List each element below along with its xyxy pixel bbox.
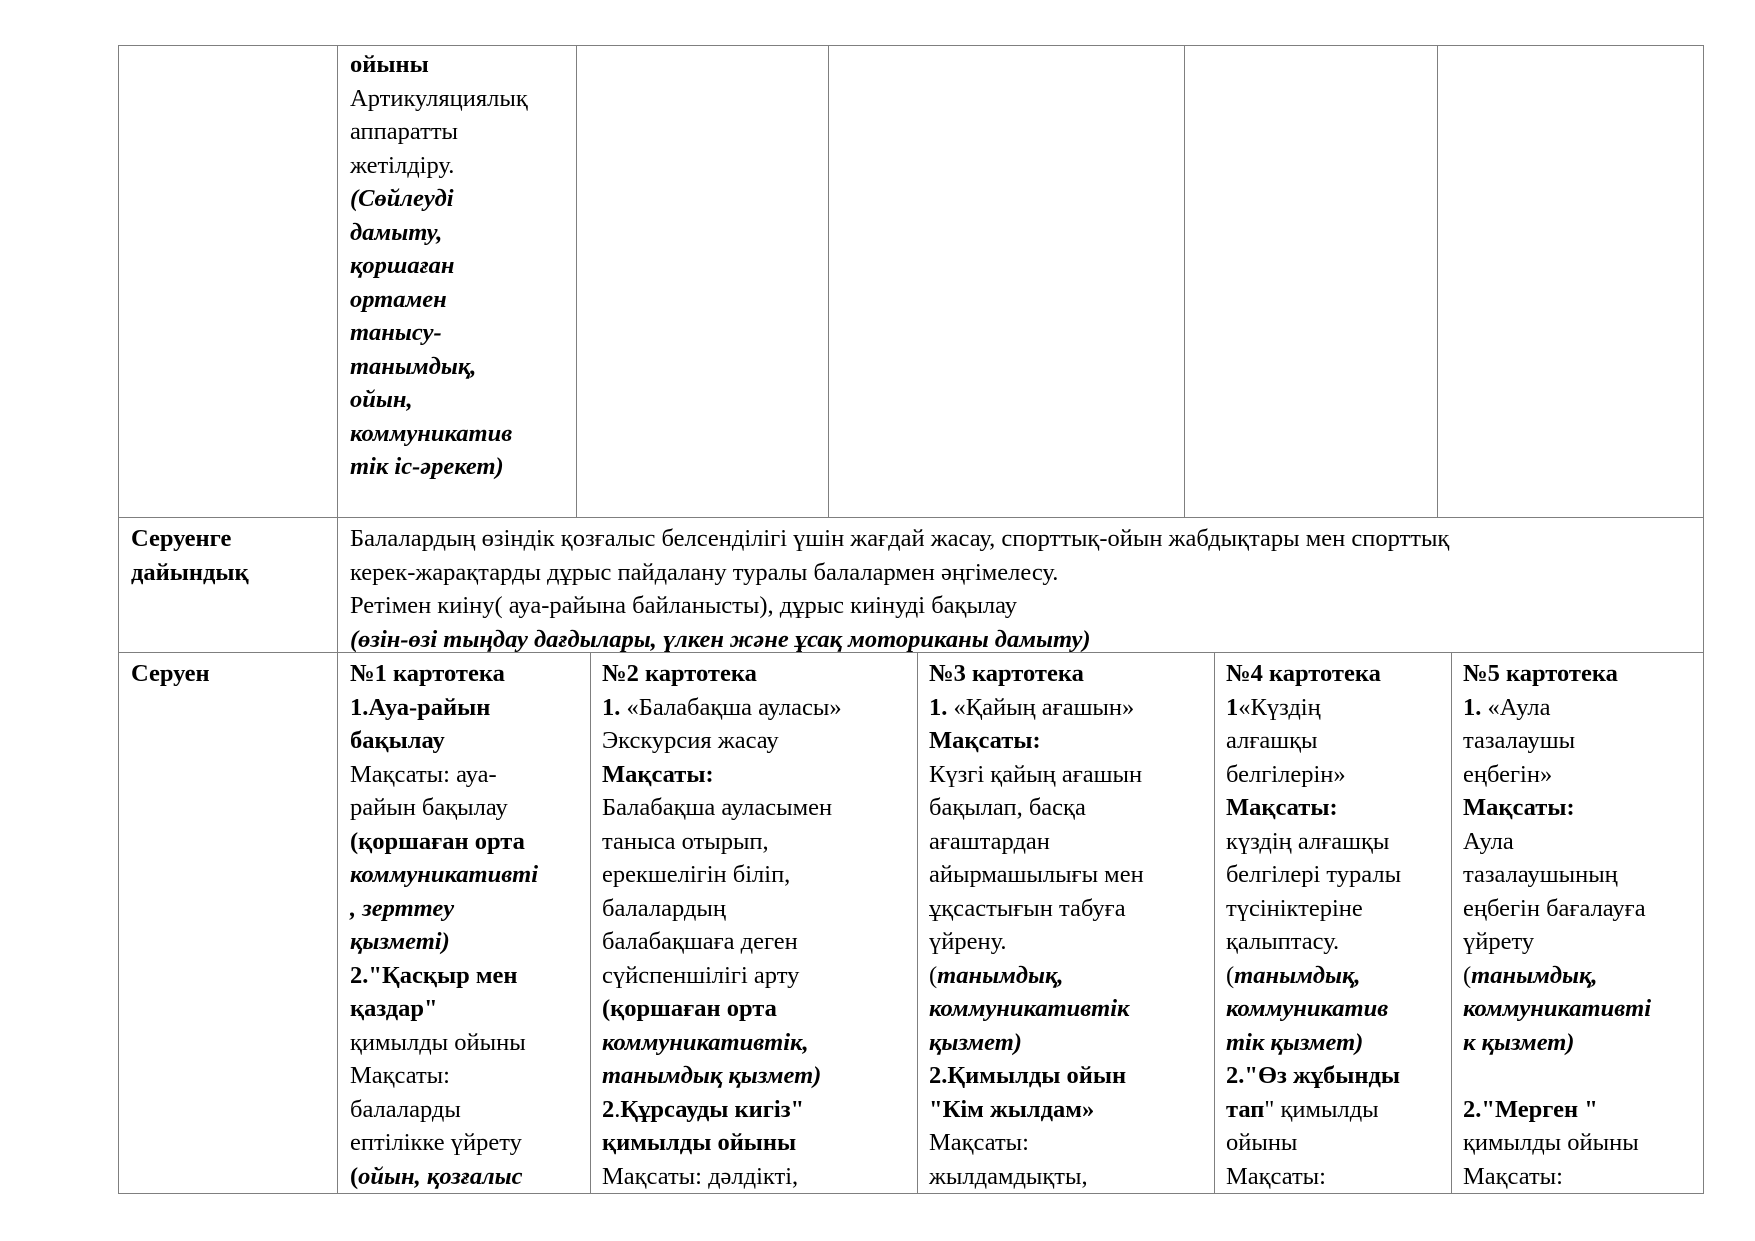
walk-prep-label-cell	[131, 522, 249, 589]
text-line	[602, 959, 842, 993]
walk-row-divider	[590, 652, 591, 1193]
text-line	[602, 724, 842, 758]
text-line	[1463, 992, 1651, 1026]
text-line	[929, 825, 1144, 859]
text-run: Мақсаты: ауа-	[350, 760, 497, 788]
top-row-divider	[576, 45, 577, 517]
text-run: еңбегін бағалауға	[1463, 894, 1646, 922]
text-line	[1463, 758, 1651, 792]
text-line	[1463, 1126, 1651, 1160]
text-line	[1463, 1026, 1651, 1060]
text-run: тік іс-әрекет)	[350, 453, 504, 480]
text-run: балабақшаға деген	[602, 928, 798, 955]
text-run: 2."Қасқыр мен	[350, 961, 518, 989]
text-run: коммуникативті	[350, 861, 539, 888]
text-run: жетілдіру.	[350, 151, 455, 179]
text-run: қалыптасу.	[1226, 928, 1340, 955]
text-line	[1463, 1160, 1651, 1194]
text-line	[350, 249, 528, 283]
text-line	[929, 724, 1144, 758]
text-line	[929, 758, 1144, 792]
text-run: 2	[602, 1095, 615, 1123]
text-run: тазалаушы	[1463, 727, 1576, 754]
text-run: Мақсаты:	[929, 1129, 1029, 1156]
text-run: Серуен	[131, 660, 210, 687]
text-line	[1226, 691, 1401, 725]
text-line	[350, 1026, 538, 1060]
text-run: 1.	[1463, 693, 1488, 721]
text-run: коммуникативтік	[929, 995, 1130, 1022]
text-run: танымдық,	[1234, 961, 1361, 989]
walk-card-1-cell	[350, 657, 538, 1193]
text-run: , зерттеу	[350, 894, 455, 922]
text-run: 2."Өз жұбынды	[1226, 1062, 1401, 1089]
text-run: дайындық	[131, 558, 249, 586]
text-line	[350, 350, 528, 384]
text-line	[350, 858, 538, 892]
text-run: Серуенге	[131, 525, 232, 552]
text-line	[929, 791, 1144, 825]
text-line	[1463, 1059, 1651, 1093]
walk-card-4-cell	[1226, 657, 1401, 1193]
text-line	[350, 522, 1449, 556]
text-line	[1226, 1160, 1401, 1194]
text-line	[929, 691, 1144, 725]
text-line	[929, 1093, 1144, 1127]
text-line	[602, 858, 842, 892]
text-line	[1463, 657, 1651, 691]
text-run: коммуникативті	[1463, 995, 1652, 1022]
walk-card-5-cell	[1463, 657, 1651, 1193]
text-run: Мақсаты:	[602, 760, 714, 788]
text-run: (қоршаған орта	[350, 827, 525, 855]
text-run: Мақсаты:	[1226, 1162, 1326, 1190]
text-line	[350, 657, 538, 691]
text-run: ерекшелігін біліп,	[602, 861, 791, 888]
text-line	[1226, 992, 1401, 1026]
text-run: ойыны	[1226, 1129, 1298, 1156]
text-line	[350, 1093, 538, 1127]
text-run: "Кім жылдам»	[929, 1095, 1095, 1123]
text-line	[1226, 925, 1401, 959]
text-line	[350, 623, 1449, 657]
text-run: жылдамдықты,	[929, 1162, 1088, 1190]
text-line	[602, 892, 842, 926]
text-line	[1226, 791, 1401, 825]
text-line	[602, 758, 842, 792]
text-run: сүйспеншілігі арту	[602, 961, 800, 989]
text-line	[350, 691, 538, 725]
text-line	[350, 383, 528, 417]
text-line	[1226, 758, 1401, 792]
text-run: Ретімен киіну( ауа-райына байланысты), дұрыс киінуді бақылау	[350, 592, 1018, 619]
text-run: (Сөйлеуді	[350, 185, 454, 212]
text-run: (	[929, 961, 938, 989]
text-run: Күзгі қайың ағашын	[929, 760, 1143, 788]
text-line	[602, 1059, 842, 1093]
text-run: Экскурсия жасау	[602, 727, 779, 754]
text-run: бақылау	[350, 727, 445, 754]
top-row-divider	[828, 45, 829, 517]
text-run: (	[350, 1162, 359, 1190]
text-line	[350, 992, 538, 1026]
text-line	[1463, 791, 1651, 825]
text-line	[602, 1026, 842, 1060]
text-run: №1 картотека	[350, 660, 505, 687]
text-line	[602, 1093, 842, 1127]
text-run: тазалаушының	[1463, 861, 1618, 888]
text-run: " қимылды	[1264, 1095, 1379, 1123]
text-line	[1463, 892, 1651, 926]
text-line	[929, 992, 1144, 1026]
text-run: танымдық қызмет)	[602, 1062, 822, 1089]
text-line	[350, 216, 528, 250]
text-run: коммуникатив	[1226, 995, 1389, 1022]
text-run: таныса отырып,	[602, 827, 769, 855]
text-line	[131, 522, 249, 556]
text-line	[350, 1160, 538, 1194]
text-run: Мақсаты:	[1226, 794, 1338, 821]
text-line	[1226, 1093, 1401, 1127]
text-run: Аула	[1463, 827, 1514, 855]
top-row-activity-cell	[350, 48, 528, 484]
text-run: ағаштардан	[929, 827, 1050, 855]
walk-card-2-cell	[602, 657, 842, 1193]
text-line	[1226, 1126, 1401, 1160]
text-line	[350, 182, 528, 216]
text-run: белгілері туралы	[1226, 861, 1402, 888]
text-run: Мақсаты:	[1463, 1162, 1563, 1190]
top-row-divider	[1184, 45, 1185, 517]
walk-row-divider	[917, 652, 918, 1193]
text-line	[350, 283, 528, 317]
text-line	[350, 589, 1449, 623]
text-line	[1226, 825, 1401, 859]
text-line	[1226, 1059, 1401, 1093]
text-line	[350, 925, 538, 959]
text-line	[350, 417, 528, 451]
text-line	[350, 316, 528, 350]
text-run: қызмет)	[929, 1028, 1022, 1056]
text-run: қызметі)	[350, 928, 450, 955]
text-line	[602, 691, 842, 725]
text-run: ойыны	[350, 51, 429, 78]
text-line	[1226, 724, 1401, 758]
text-line	[929, 858, 1144, 892]
text-line	[602, 657, 842, 691]
text-run: ойын,	[350, 386, 413, 413]
text-run: ортамен	[350, 285, 447, 313]
text-run: алғашқы	[1226, 727, 1318, 754]
text-run: дамыту,	[350, 218, 443, 246]
text-run: райын бақылау	[350, 794, 508, 821]
table-border-bottom	[118, 1193, 1704, 1194]
text-run: Мақсаты: дәлдікті,	[602, 1162, 799, 1190]
text-line	[350, 115, 528, 149]
text-run: 2.Қимылды ойын	[929, 1062, 1127, 1089]
text-line	[350, 791, 538, 825]
text-run: (қоршаған орта	[602, 995, 777, 1022]
text-line	[929, 959, 1144, 993]
text-line	[350, 1059, 538, 1093]
text-run: коммуникативтік,	[602, 1028, 809, 1056]
walk-card-3-cell	[929, 657, 1144, 1193]
text-run: (өзін-өзі тыңдау дағдылары, үлкен және ұсақ моториканы дамыту)	[350, 625, 1091, 653]
text-line	[1226, 959, 1401, 993]
text-run: 1	[1226, 693, 1239, 721]
text-line	[602, 992, 842, 1026]
text-run: «Қайың ағашын»	[953, 693, 1135, 721]
text-run: Балабақша ауласымен	[602, 794, 833, 821]
text-line	[929, 1126, 1144, 1160]
text-run: танымдық,	[937, 961, 1064, 989]
text-run: күздің алғашқы	[1226, 827, 1390, 855]
text-run: керек-жарақтарды дұрыс пайдалану туралы балалармен әңгімелесу.	[350, 558, 1059, 586]
text-run: Балалардың өзіндік қозғалыс белсенділігі үшін жағдай жасау, спорттық-ойын жабдықтары мен спорттық	[350, 525, 1450, 552]
text-line	[350, 758, 538, 792]
text-line	[1463, 691, 1651, 725]
text-line	[1226, 892, 1401, 926]
text-line	[602, 791, 842, 825]
text-run: айырмашылығы мен	[929, 861, 1144, 888]
text-run: №4 картотека	[1226, 660, 1381, 687]
walk-row-divider	[1451, 652, 1452, 1193]
walk-row-divider	[1214, 652, 1215, 1193]
text-run: бақылап, басқа	[929, 794, 1086, 821]
text-run: 1.Ауа-райын	[350, 693, 491, 721]
text-run: «Балабақша ауласы»	[626, 693, 842, 721]
text-run: тап	[1226, 1095, 1265, 1123]
text-line	[929, 1059, 1144, 1093]
text-run: коммуникатив	[350, 419, 513, 447]
text-line	[1226, 858, 1401, 892]
text-line	[350, 82, 528, 116]
text-run: ұқсастығын табуға	[929, 894, 1126, 922]
text-line	[350, 959, 538, 993]
text-run: қоршаған	[350, 252, 455, 279]
text-line	[350, 48, 528, 82]
text-run: балалардың	[602, 894, 726, 922]
text-run: 1.	[602, 693, 627, 721]
text-run: танымдық,	[1471, 961, 1598, 989]
text-run: аппаратты	[350, 118, 459, 145]
text-run: қимылды ойыны	[350, 1028, 526, 1056]
text-line	[350, 724, 538, 758]
table-border-right	[1703, 45, 1704, 1194]
text-run: ептілікке үйрету	[350, 1129, 522, 1156]
label-column-divider	[337, 45, 338, 1194]
table-border-left	[118, 45, 119, 1194]
text-run: №2 картотека	[602, 660, 757, 687]
text-run: Мақсаты:	[929, 727, 1041, 754]
text-run: .	[614, 1095, 621, 1123]
text-line	[350, 892, 538, 926]
text-run: тік қызмет)	[1226, 1028, 1364, 1056]
text-line	[131, 556, 249, 590]
text-line	[350, 825, 538, 859]
text-run: үйрену.	[929, 928, 1007, 955]
text-run: Мақсаты:	[350, 1062, 450, 1089]
text-run: Артикуляциялық	[350, 84, 528, 112]
text-line	[929, 657, 1144, 691]
text-run: №3 картотека	[929, 660, 1084, 687]
text-line	[350, 1126, 538, 1160]
text-line	[131, 657, 210, 691]
text-line	[602, 925, 842, 959]
walk-label-cell	[131, 657, 210, 691]
text-run: №5 картотека	[1463, 660, 1618, 687]
text-run: Мақсаты:	[1463, 794, 1575, 821]
table-border-top	[118, 45, 1704, 46]
text-line	[929, 925, 1144, 959]
text-line	[602, 825, 842, 859]
text-run: 1.	[929, 693, 954, 721]
text-line	[1226, 657, 1401, 691]
text-line	[929, 1026, 1144, 1060]
text-line	[929, 1160, 1144, 1194]
text-line	[1226, 1026, 1401, 1060]
text-line	[350, 149, 528, 183]
text-run: үйрету	[1463, 928, 1535, 955]
text-line	[350, 556, 1449, 590]
text-run: «Аула	[1487, 693, 1551, 721]
text-run: (	[1226, 961, 1235, 989]
text-line	[1463, 925, 1651, 959]
text-run: еңбегін»	[1463, 760, 1553, 788]
text-run: қаздар"	[350, 995, 438, 1022]
top-row-divider	[1437, 45, 1438, 517]
table-border-row1	[118, 517, 1704, 518]
text-run: белгілерін»	[1226, 760, 1346, 788]
text-line	[1463, 825, 1651, 859]
text-line	[1463, 1093, 1651, 1127]
walk-prep-content-cell	[350, 522, 1449, 656]
text-run: 2."Мерген "	[1463, 1095, 1598, 1123]
text-line	[350, 450, 528, 484]
text-run: түсініктеріне	[1226, 894, 1363, 922]
text-run: «Күздің	[1238, 693, 1321, 721]
text-run: танымдық,	[350, 352, 477, 380]
text-run: қимылды ойыны	[602, 1129, 797, 1156]
text-line	[929, 892, 1144, 926]
text-line	[602, 1160, 842, 1194]
text-run: балаларды	[350, 1095, 461, 1123]
text-run: қимылды ойыны	[1463, 1129, 1639, 1156]
text-run: к қызмет)	[1463, 1028, 1575, 1056]
text-line	[1463, 724, 1651, 758]
text-run: Құрсауды кигіз"	[620, 1095, 805, 1123]
text-line	[1463, 858, 1651, 892]
text-line	[1463, 959, 1651, 993]
text-line	[602, 1126, 842, 1160]
text-run: ойын, қозғалыс	[358, 1162, 523, 1190]
text-run: (	[1463, 961, 1472, 989]
text-run: танысу-	[350, 319, 442, 346]
